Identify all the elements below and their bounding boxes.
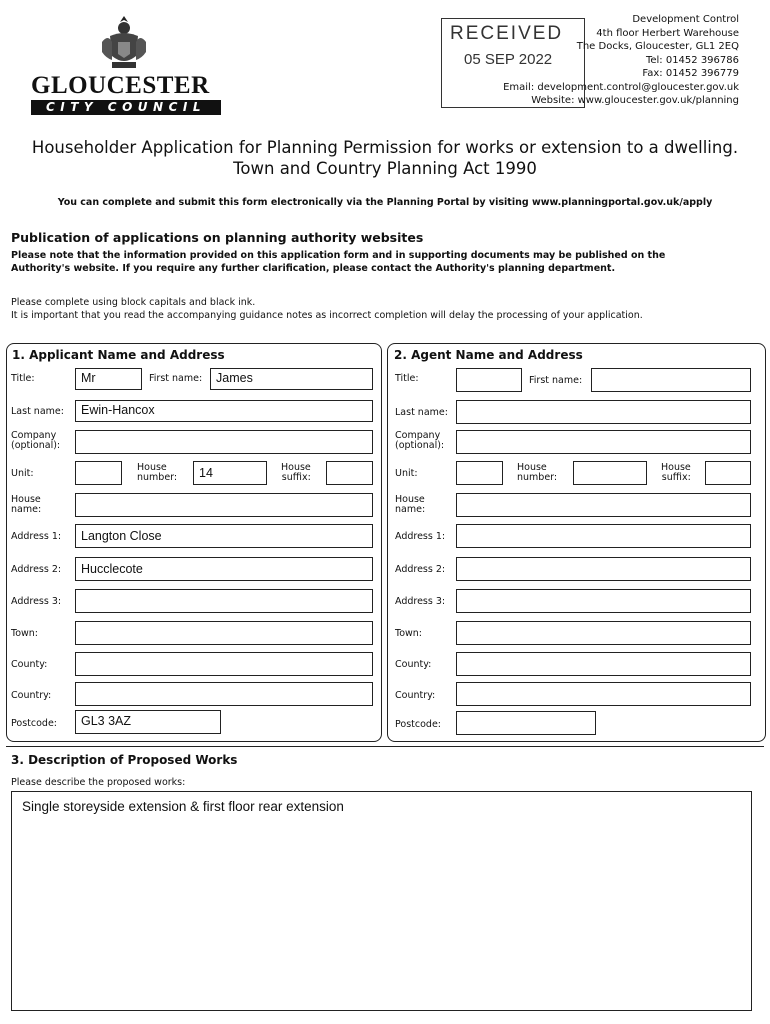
instructions-line2: It is important that you read the accompanying guidance notes as incorrect completion will delay the processing of your application.	[11, 310, 643, 321]
applicant-unit-label: Unit:	[11, 468, 34, 479]
agent-house-suffix-field[interactable]	[705, 461, 751, 485]
contact-line: Development Control	[632, 14, 739, 25]
applicant-first-name-field[interactable]: James	[210, 368, 373, 390]
description-divider	[6, 746, 764, 747]
agent-address3-label: Address 3:	[395, 596, 446, 607]
instructions-line1: Please complete using block capitals and black ink.	[11, 297, 256, 308]
applicant-house-suffix-label-line1: House	[281, 462, 311, 473]
contact-line: Fax: 01452 396779	[642, 68, 739, 79]
applicant-address1-field[interactable]: Langton Close	[75, 524, 373, 548]
applicant-county-label: County:	[11, 659, 48, 670]
agent-company-label-line1: Company	[395, 430, 441, 441]
agent-unit-label: Unit:	[395, 468, 418, 479]
agent-country-label: Country:	[395, 690, 436, 701]
agent-house-suffix-label	[661, 463, 691, 483]
applicant-title-field[interactable]: Mr	[75, 368, 142, 390]
agent-address1-label: Address 1:	[395, 531, 446, 542]
electronic-note: You can complete and submit this form electronically via the Planning Portal by visiting www.planningportal.gov.uk/apply	[57, 197, 713, 208]
agent-company-field[interactable]	[456, 430, 751, 454]
applicant-house-name-label-line1: House	[11, 494, 41, 505]
applicant-first-name-label: First name:	[149, 373, 203, 384]
applicant-house-number-label-line1: House	[137, 462, 167, 473]
applicant-company-field[interactable]	[75, 430, 373, 454]
contact-website: Website: www.gloucester.gov.uk/planning	[531, 95, 739, 106]
applicant-town-field[interactable]	[75, 621, 373, 645]
applicant-address2-label: Address 2:	[11, 564, 62, 575]
agent-country-field[interactable]	[456, 682, 751, 706]
applicant-title-label: Title:	[11, 373, 35, 384]
agent-house-name-label-line2: name:	[395, 504, 426, 515]
description-field[interactable]: Single storeyside extension & first floor rear extension	[11, 791, 752, 1011]
agent-address2-label: Address 2:	[395, 564, 446, 575]
contact-email: Email: development.control@gloucester.gov.uk	[503, 81, 739, 93]
agent-house-name-label-line1: House	[395, 494, 425, 505]
agent-last-name-field[interactable]	[456, 400, 751, 424]
council-crest-icon	[98, 12, 150, 72]
applicant-address3-field[interactable]	[75, 589, 373, 613]
agent-house-name-field[interactable]	[456, 493, 751, 517]
description-prompt: Please describe the proposed works:	[11, 777, 186, 788]
agent-house-name-label	[395, 495, 425, 515]
agent-house-suffix-label-line2: suffix:	[661, 472, 691, 483]
applicant-house-suffix-label	[281, 463, 311, 483]
contact-block	[409, 13, 739, 108]
agent-address1-field[interactable]	[456, 524, 751, 548]
instructions	[11, 296, 643, 322]
agent-house-number-field[interactable]	[573, 461, 647, 485]
form-title-line2: Town and Country Planning Act 1990	[233, 159, 537, 178]
applicant-country-field[interactable]	[75, 682, 373, 706]
agent-house-suffix-label-line1: House	[661, 462, 691, 473]
applicant-country-label: Country:	[11, 690, 52, 701]
applicant-county-field[interactable]	[75, 652, 373, 676]
agent-postcode-label: Postcode:	[395, 719, 441, 730]
agent-postcode-field[interactable]	[456, 711, 596, 735]
agent-county-label: County:	[395, 659, 432, 670]
applicant-company-label-line1: Company	[11, 430, 57, 441]
applicant-house-number-label	[137, 463, 177, 483]
form-title	[0, 137, 770, 179]
applicant-house-number-label-line2: number:	[137, 472, 178, 483]
applicant-unit-field[interactable]	[75, 461, 122, 485]
agent-county-field[interactable]	[456, 652, 751, 676]
applicant-company-label	[11, 431, 60, 451]
applicant-address3-label: Address 3:	[11, 596, 62, 607]
applicant-house-suffix-field[interactable]	[326, 461, 373, 485]
applicant-town-label: Town:	[11, 628, 38, 639]
applicant-company-label-line2: (optional):	[11, 440, 61, 451]
description-section-title: 3. Description of Proposed Works	[11, 753, 238, 767]
agent-company-label-line2: (optional):	[395, 440, 445, 451]
applicant-house-name-field[interactable]	[75, 493, 373, 517]
form-title-line1: Householder Application for Planning Permission for works or extension to a dwelling.	[31, 138, 739, 157]
agent-title-label: Title:	[395, 373, 419, 384]
stamp-title: RECEIVED	[450, 23, 564, 44]
agent-address3-field[interactable]	[456, 589, 751, 613]
applicant-address1-label: Address 1:	[11, 531, 62, 542]
agent-address2-field[interactable]	[456, 557, 751, 581]
applicant-last-name-label: Last name:	[11, 406, 64, 417]
agent-first-name-label: First name:	[529, 375, 583, 386]
agent-house-number-label	[517, 463, 557, 483]
applicant-postcode-field[interactable]: GL3 3AZ	[75, 710, 221, 734]
publication-heading: Publication of applications on planning authority websites	[11, 230, 424, 245]
agent-company-label	[395, 431, 444, 451]
applicant-house-name-label	[11, 495, 41, 515]
agent-house-number-label-line2: number:	[517, 472, 558, 483]
applicant-house-number-field[interactable]: 14	[193, 461, 267, 485]
applicant-last-name-field[interactable]: Ewin-Hancox	[75, 400, 373, 422]
applicant-section-title: 1. Applicant Name and Address	[12, 348, 225, 362]
agent-town-label: Town:	[395, 628, 422, 639]
contact-line: 4th floor Herbert Warehouse	[596, 27, 739, 39]
applicant-address2-field[interactable]: Hucclecote	[75, 557, 373, 581]
agent-house-number-label-line1: House	[517, 462, 547, 473]
council-subtitle: CITY COUNCIL	[31, 100, 221, 115]
applicant-house-suffix-label-line2: suffix:	[281, 472, 311, 483]
council-name: GLOUCESTER	[31, 72, 210, 99]
publication-text-line2: Authority's website. If you require any further clarification, please contact the Authority's planning department.	[11, 263, 616, 274]
applicant-house-name-label-line2: name:	[11, 504, 42, 515]
contact-line: Tel: 01452 396786	[645, 54, 739, 66]
applicant-postcode-label: Postcode:	[11, 718, 57, 729]
contact-line: The Docks, Gloucester, GL1 2EQ	[576, 41, 739, 52]
agent-title-field[interactable]	[456, 368, 522, 392]
agent-section-title: 2. Agent Name and Address	[394, 348, 583, 362]
publication-text-line1: Please note that the information provided on this application form and in supporting documents may be published on the	[11, 250, 666, 261]
agent-town-field[interactable]	[456, 621, 751, 645]
agent-first-name-field[interactable]	[591, 368, 751, 392]
agent-last-name-label: Last name:	[395, 407, 448, 418]
stamp-date: 05 SEP 2022	[464, 51, 553, 68]
agent-unit-field[interactable]	[456, 461, 503, 485]
publication-text	[11, 249, 665, 275]
